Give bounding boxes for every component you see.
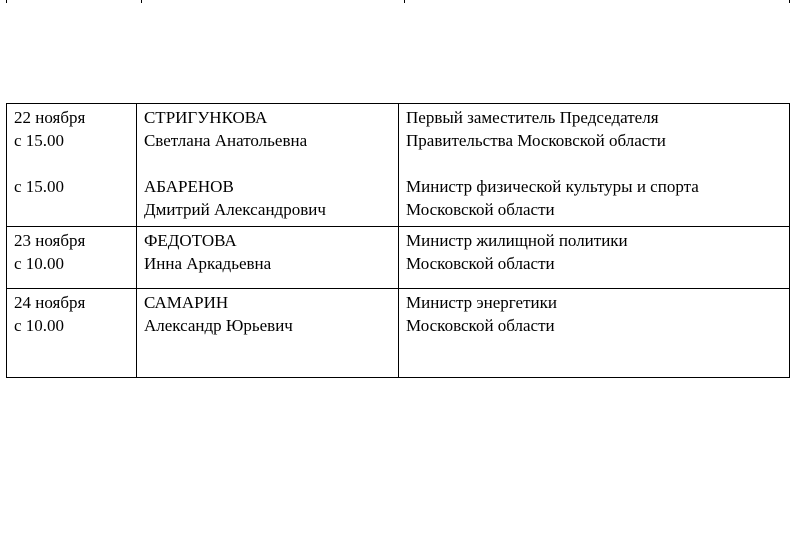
- position-cell: [399, 289, 790, 378]
- table-row: [7, 289, 790, 378]
- position-line: Первый заместитель Председателя: [406, 108, 659, 127]
- date-label: 24 ноября: [14, 293, 86, 312]
- date-cell: [7, 289, 137, 378]
- date-label: 22 ноября: [14, 108, 86, 127]
- position-line: Московской области: [406, 200, 555, 219]
- border-tick: [141, 0, 142, 3]
- table-row: [7, 104, 790, 227]
- date-label: 23 ноября: [14, 231, 86, 250]
- surname: АБАРЕНОВ: [143, 177, 234, 196]
- border-tick: [789, 0, 790, 3]
- surname: ФЕДОТОВА: [143, 231, 237, 250]
- time-label: с 10.00: [14, 254, 65, 273]
- name-cell: [136, 104, 398, 227]
- position-line: Министр жилищной политики: [406, 231, 628, 250]
- surname: СТРИГУНКОВА: [143, 108, 268, 127]
- given-names: Дмитрий Александрович: [143, 200, 326, 219]
- position-line: Министр энергетики: [406, 293, 557, 312]
- reception-schedule-table: [6, 103, 790, 378]
- date-cell: [7, 104, 137, 227]
- table-row: [7, 227, 790, 289]
- position-line: Правительства Московской области: [406, 131, 666, 150]
- time-label: с 15.00: [14, 131, 65, 150]
- time-label: с 15.00: [14, 177, 65, 196]
- given-names: Александр Юрьевич: [143, 316, 293, 335]
- date-cell: [7, 227, 137, 289]
- border-tick: [6, 0, 7, 3]
- position-line: Московской области: [406, 254, 555, 273]
- given-names: Светлана Анатольевна: [143, 131, 308, 150]
- name-cell: [136, 289, 398, 378]
- position-cell: [399, 227, 790, 289]
- surname: САМАРИН: [143, 293, 229, 312]
- position-cell: [399, 104, 790, 227]
- border-tick: [404, 0, 405, 3]
- position-line: Московской области: [406, 316, 555, 335]
- given-names: Инна Аркадьевна: [143, 254, 272, 273]
- position-line: Министр физической культуры и спорта: [406, 177, 699, 196]
- name-cell: [136, 227, 398, 289]
- time-label: с 10.00: [14, 316, 65, 335]
